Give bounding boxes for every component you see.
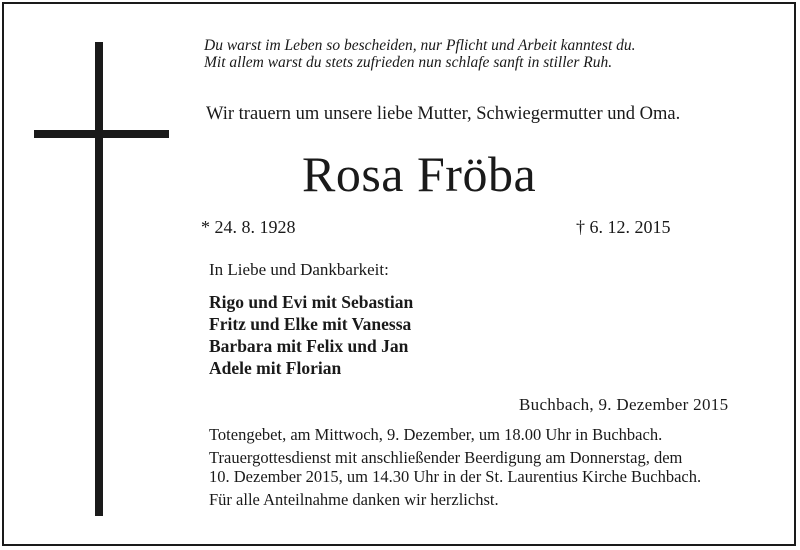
place-and-date: Buchbach, 9. Dezember 2015 [519, 395, 729, 414]
poem-line: Mit allem warst du stets zufrieden nun schlafe sanft in stiller Ruh. [204, 54, 613, 71]
memorial-poem [204, 37, 636, 71]
birth-date: * 24. 8. 1928 [201, 217, 296, 237]
mourning-intro: Wir trauern um unsere liebe Mutter, Schwiegermutter und Oma. [206, 104, 681, 124]
list-item: Adele mit Florian [209, 358, 342, 378]
funeral-service-line: Trauergottesdienst mit anschließender Beerdigung am Donnerstag, dem [209, 448, 683, 467]
death-date: † 6. 12. 2015 [576, 217, 671, 237]
closing-thanks: Für alle Anteilnahme danken wir herzlichst. [209, 490, 499, 509]
list-item: Barbara mit Felix und Jan [209, 336, 409, 356]
cross-vertical-bar [95, 42, 103, 516]
funeral-service-line: 10. Dezember 2015, um 14.30 Uhr in der St. Laurentius Kirche Buchbach. [209, 467, 702, 486]
prayer-notice: Totengebet, am Mittwoch, 9. Dezember, um 18.00 Uhr in Buchbach. [209, 425, 663, 444]
deceased-name: Rosa Fröba [302, 146, 537, 202]
list-item: Rigo und Evi mit Sebastian [209, 292, 414, 312]
mourners-list [209, 291, 413, 379]
poem-line: Du warst im Leben so bescheiden, nur Pflicht und Arbeit kanntest du. [204, 37, 636, 54]
gratitude-heading: In Liebe und Dankbarkeit: [209, 260, 389, 279]
list-item: Fritz und Elke mit Vanessa [209, 314, 412, 334]
service-notice [209, 425, 701, 509]
cross-horizontal-bar [34, 130, 169, 138]
